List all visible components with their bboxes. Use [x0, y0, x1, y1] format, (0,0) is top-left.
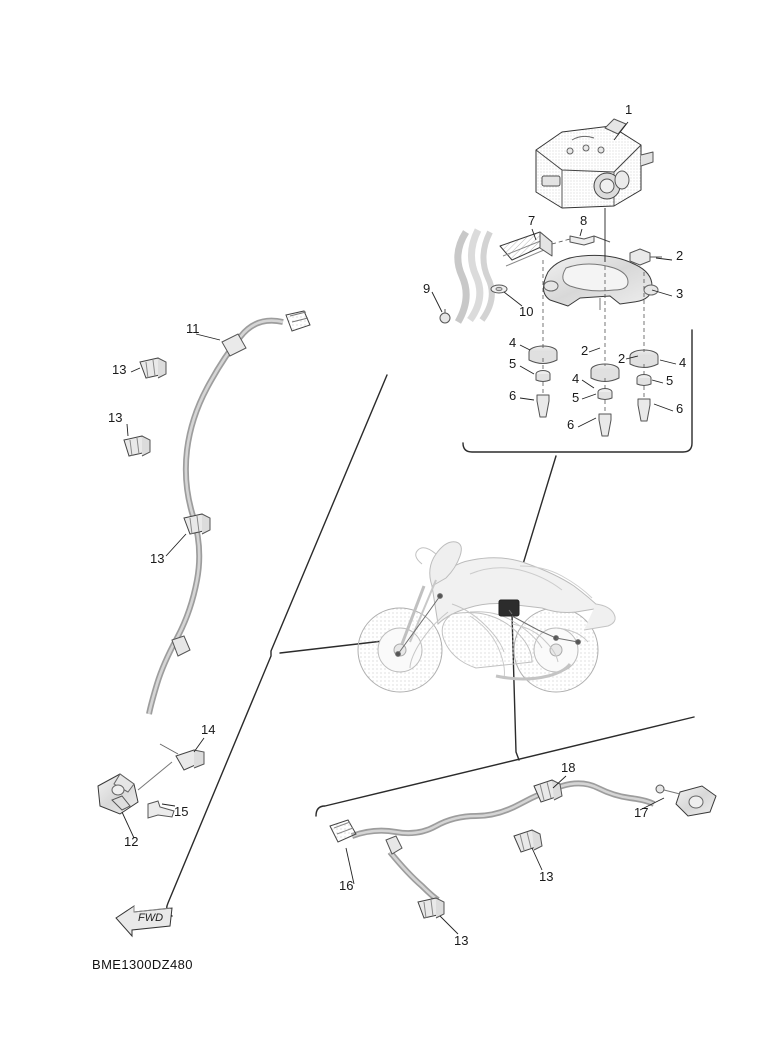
callout-13e: 13: [454, 933, 469, 948]
callout-13d: 13: [539, 869, 554, 884]
callout-6c: 6: [567, 417, 575, 432]
callout-5b: 5: [666, 373, 674, 388]
callout-6a: 6: [509, 388, 517, 403]
callout-3: 3: [676, 286, 684, 301]
callout-10: 10: [519, 304, 534, 319]
callout-4a: 4: [509, 335, 517, 350]
callout-2a: 2: [676, 248, 684, 263]
fwd-direction-label: FWD: [138, 912, 164, 924]
callout-18: 18: [561, 760, 576, 775]
callout-4c: 4: [572, 371, 580, 386]
callout-15: 15: [174, 804, 189, 819]
callout-9: 9: [423, 281, 431, 296]
callout-5a: 5: [509, 356, 517, 371]
callout-13b: 13: [108, 410, 123, 425]
callout-5c: 5: [572, 390, 580, 405]
callout-2c: 2: [618, 351, 626, 366]
part-code-label: BME1300DZ480: [92, 957, 193, 972]
callout-6b: 6: [676, 401, 684, 416]
callout-13c: 13: [150, 551, 165, 566]
callout-14: 14: [201, 722, 216, 737]
callout-1: 1: [625, 102, 633, 117]
callout-4b: 4: [679, 355, 687, 370]
callout-16: 16: [339, 878, 354, 893]
callout-11: 11: [186, 321, 200, 336]
callout-13a: 13: [112, 362, 127, 377]
callout-12: 12: [124, 834, 139, 849]
callout-2b: 2: [581, 343, 589, 358]
callout-17: 17: [634, 805, 649, 820]
callout-8: 8: [580, 213, 588, 228]
callout-7: 7: [528, 213, 536, 228]
